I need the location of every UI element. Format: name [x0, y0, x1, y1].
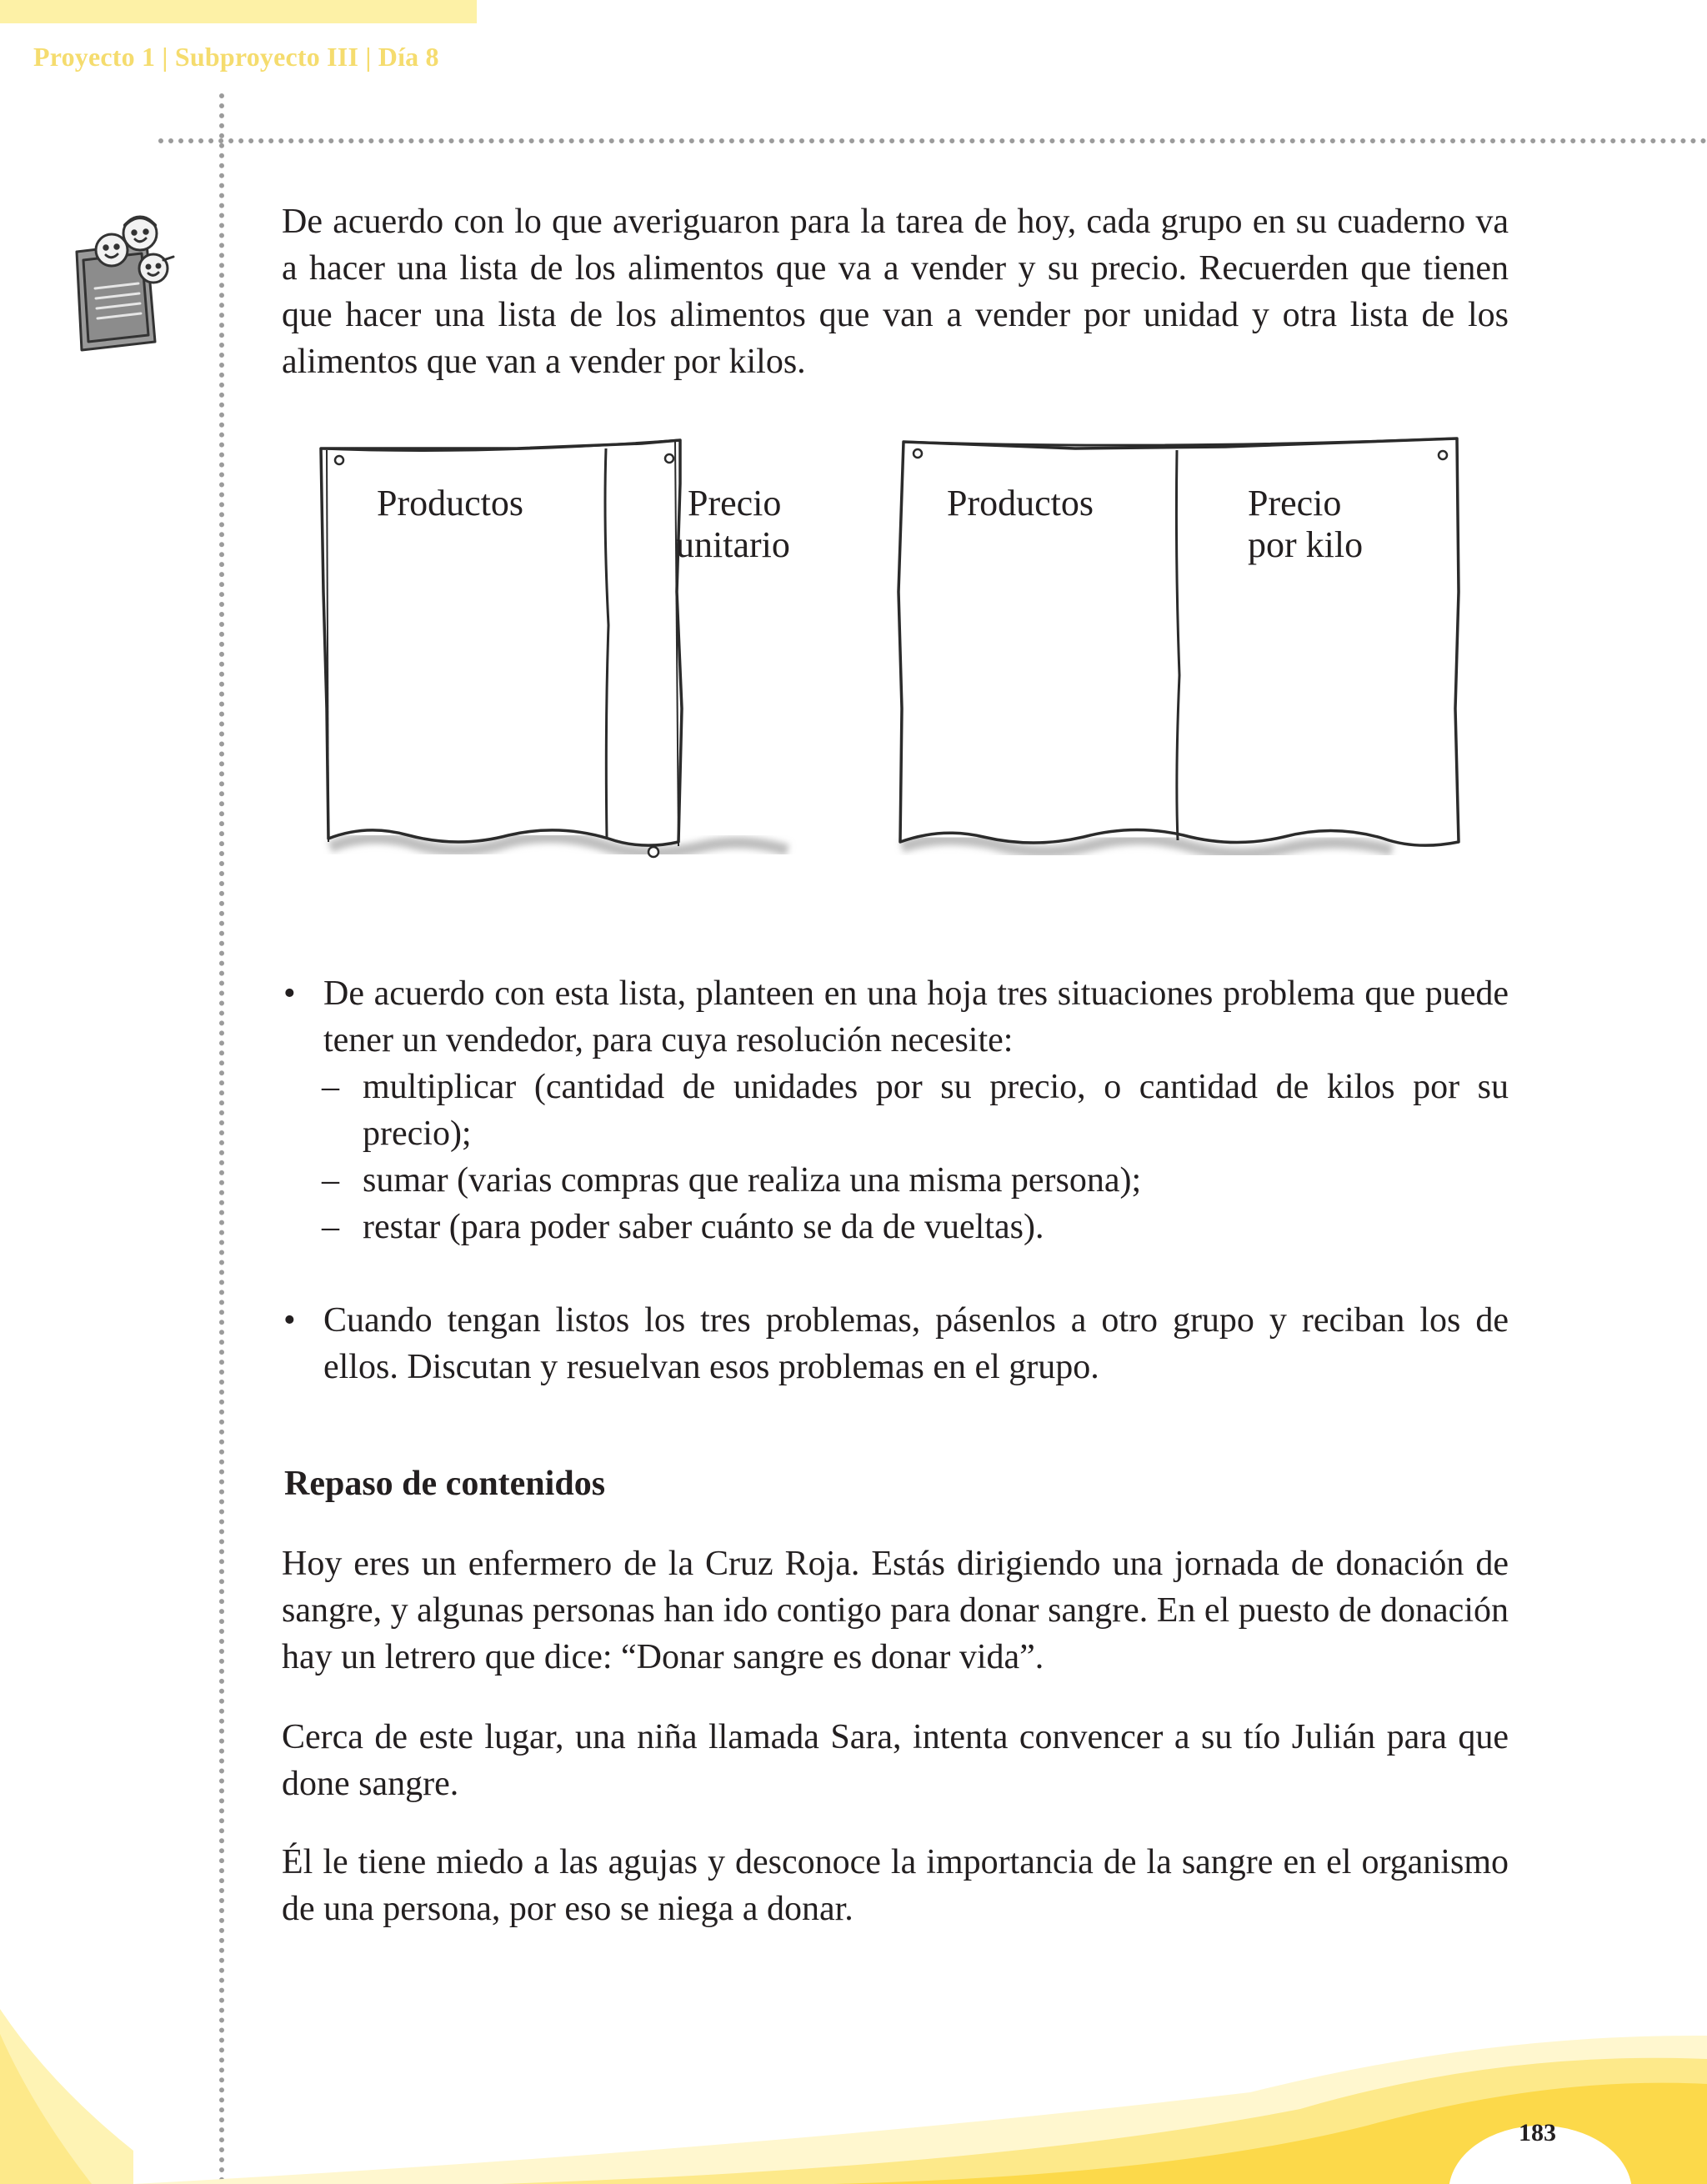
- activity-instructions: [282, 970, 1509, 1390]
- children-notebook-icon: [70, 208, 187, 358]
- intro-paragraph: De acuerdo con lo que averiguaron para la tarea de hoy, cada grupo en su cuaderno va a hacer una lista de los alimentos que va a vender y su precio. Recuerden que tienen que hacer una lista de los alimentos que van a vender por unidad y otra lista de los alimentos que van a vender por kilos.: [282, 203, 1509, 381]
- kilo-list-col2-header-line1: Precio: [1248, 483, 1342, 523]
- review-paragraph-2: Cerca de este lugar, una niña llamada Sara, intenta convencer a su tío Julián para que done sangre.: [282, 1718, 1509, 1803]
- section-title: Repaso de contenidos: [284, 1465, 606, 1503]
- horizontal-dotted-rule: [158, 138, 1707, 143]
- review-paragraph-1: Hoy eres un enfermero de la Cruz Roja. Estás dirigiendo una jornada de donación de sangre, y algunas personas han ido contigo para donar sangre. En el puesto de donación hay un letrero que dice: “Donar sangre es donar vida”.: [282, 1545, 1509, 1676]
- kilo-list-col1-header: Productos: [947, 483, 1094, 523]
- list-item: [282, 970, 1509, 1064]
- unit-price-list: [321, 440, 790, 853]
- list-item-text: multiplicar (cantidad de unidades por su precio, o cantidad de kilos por su precio);: [363, 1068, 1509, 1153]
- list-item: [282, 1297, 1509, 1390]
- list-item-text: restar (para poder saber cuánto se da de vueltas).: [363, 1208, 1044, 1246]
- unit-list-col2-header-line1: Precio: [688, 483, 782, 523]
- list-item-text: sumar (varias compras que realiza una misma persona);: [363, 1161, 1142, 1200]
- page-number: 183: [1519, 2119, 1556, 2146]
- list-item: [282, 1204, 1509, 1250]
- kilo-list-col2-header-line2: por kilo: [1248, 524, 1364, 565]
- list-item-text: Cuando tengan listos los tres problemas, pásenlos a otro grupo y reciban los de ellos. Discutan y resuelvan esos problemas en el grupo.: [323, 1301, 1509, 1386]
- dash-mark: –: [322, 1068, 339, 1106]
- bullet-mark: •: [283, 1301, 296, 1340]
- review-paragraph-3: Él le tiene miedo a las agujas y desconoce la importancia de la sangre en el organismo de una persona, por eso se niega a donar.: [282, 1843, 1509, 1928]
- list-item: [282, 1157, 1509, 1204]
- kilo-price-list: [899, 438, 1459, 854]
- footer-wave-decoration: [0, 1984, 1707, 2184]
- breadcrumb: Proyecto 1 | Subproyecto III | Día 8: [33, 42, 439, 72]
- dash-mark: –: [322, 1208, 339, 1246]
- dash-mark: –: [322, 1161, 339, 1200]
- price-lists-illustration: [308, 425, 1475, 892]
- list-item-text: De acuerdo con esta lista, planteen en una hoja tres situaciones problema que puede tener un vendedor, para cuya resolución necesite:: [323, 974, 1509, 1059]
- bullet-mark: •: [283, 974, 296, 1013]
- list-item: [282, 1064, 1509, 1157]
- top-accent-bar: [0, 0, 477, 23]
- vertical-dotted-rule: [219, 93, 224, 2184]
- unit-list-col1-header: Productos: [377, 483, 523, 523]
- unit-list-col2-header-line2: unitario: [676, 524, 790, 565]
